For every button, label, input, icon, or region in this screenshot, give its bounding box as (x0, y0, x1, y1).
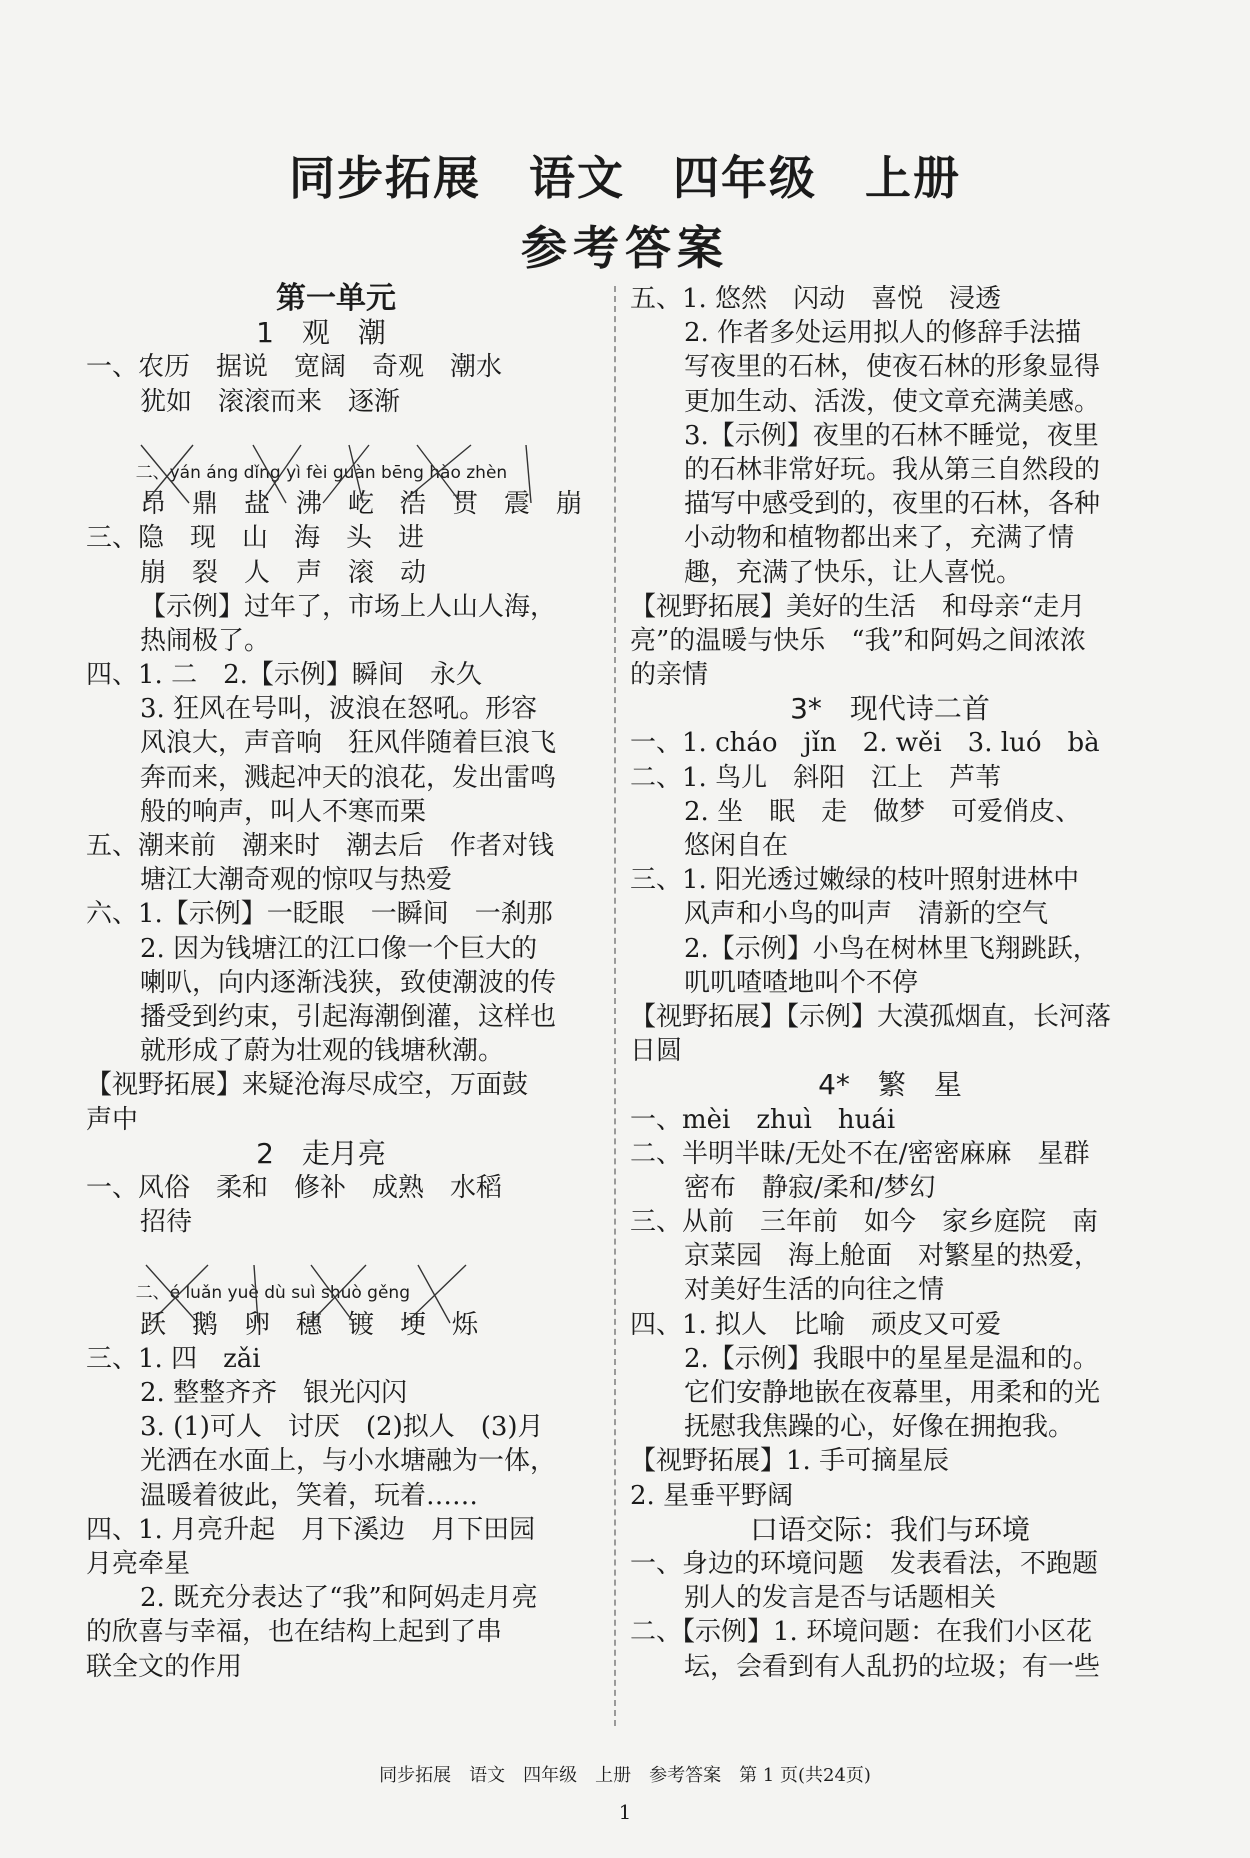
answer-line: 2. 星垂平野阔 (630, 1480, 794, 1511)
answer-line: 喇叭，向内逐渐浅狭，致使潮波的传 (140, 967, 557, 998)
answer-line: 写夜里的石林，使夜石林的形象显得 (684, 352, 1101, 383)
answer-line: 犹如 滚滚而来 逐渐 (140, 386, 401, 417)
right-column (630, 282, 1150, 1684)
answer-line: 奔而来，溅起冲天的浪花，发出雷鸣 (140, 762, 557, 793)
pinyin-row: 二、yán áng dǐng yì fèi guàn bēng hào zhèn (135, 462, 508, 483)
pinyin-match-block (86, 1239, 586, 1304)
character-row: 昂 鼎 盐 沸 屹 浩 贯 震 崩 (140, 489, 583, 520)
answer-line: 三、1. 四 zǎi (86, 1343, 261, 1374)
answer-line: 塘江大潮奇观的惊叹与热爱 (140, 865, 453, 896)
answer-line: 月亮牵星 (86, 1548, 191, 1579)
answer-line: 五、1. 悠然 闪动 喜悦 浸透 (630, 284, 1002, 314)
answer-line: 一、身边的环境问题 发表看法，不跑题 (630, 1548, 1099, 1579)
answer-line: 四、1. 二 2.【示例】瞬间 永久 (86, 660, 482, 691)
answer-line: 小动物和植物都出来了，充满了情 (684, 523, 1075, 554)
matching-lines (131, 441, 551, 521)
lesson-2-title: 2 走月亮 (256, 1136, 386, 1170)
lesson-1-title: 1 观 潮 (256, 316, 386, 350)
answer-line: 日圆 (630, 1036, 683, 1067)
answer-line: 三、隐 现 山 海 头 进 (86, 523, 425, 554)
answer-line: 【视野拓展】【示例】大漠孤烟直，长河落 (630, 1001, 1112, 1032)
answer-line: 抚慰我焦躁的心，好像在拥抱我。 (684, 1412, 1075, 1443)
answer-line: 一、mèi zhuì huái (630, 1104, 896, 1135)
answer-line: 就形成了蔚为壮观的钱塘秋潮。 (140, 1036, 505, 1067)
page-number: 1 (618, 1800, 632, 1824)
left-column (86, 282, 586, 1684)
answer-line: 三、1. 阳光透过嫩绿的枝叶照射进林中 (630, 865, 1080, 896)
answer-line: 光洒在水面上，与小水塘融为一体， (140, 1446, 557, 1477)
answer-line: 【视野拓展】来疑沧海尽成空，万面鼓 (86, 1070, 529, 1101)
page-footer: 同步拓展 语文 四年级 上册 参考答案 第 1 页(共24页) (379, 1765, 871, 1786)
answer-line: 更加生动、活泼，使文章充满美感。 (684, 386, 1101, 417)
answer-line: 悠闲自在 (684, 831, 789, 861)
answer-line: 3. 狂风在号叫，波浪在怒吼。形容 (140, 694, 538, 725)
lesson-4-title: 4* 繁 星 (818, 1068, 962, 1102)
answer-line: 描写中感受到的，夜里的石林，各种 (684, 489, 1101, 520)
answer-line: 密布 静寂/柔和/梦幻 (684, 1172, 936, 1203)
answer-line: 坛，会看到有人乱扔的垃圾；有一些 (684, 1651, 1101, 1682)
answer-line: 2. 整整齐齐 银光闪闪 (140, 1378, 408, 1408)
column-divider (614, 286, 616, 1726)
answer-line: 三、从前 三年前 如今 家乡庭院 南 (630, 1207, 1099, 1238)
answer-line: 2. 因为钱塘江的江口像一个巨大的 (140, 933, 538, 964)
answer-line: 别人的发言是否与话题相关 (684, 1583, 997, 1614)
answer-line: 的欣喜与幸福，也在结构上起到了串 (86, 1617, 503, 1648)
answer-line: 2.【示例】小鸟在树林里飞翔跳跃， (684, 933, 1099, 964)
answer-line: 风浪大，声音响 狂风伴随着巨浪飞 (140, 728, 557, 759)
answer-line: 3. (1)可人 讨厌 (2)拟人 (3)月 (140, 1412, 544, 1443)
answer-line: 2. 既充分表达了“我”和阿妈走月亮 (140, 1583, 538, 1614)
unit-heading: 第一单元 (276, 281, 396, 316)
character-row: 跃 鹅 卵 穗 镀 埂 烁 (140, 1309, 479, 1340)
answer-line: 亮”的温暖与快乐 “我”和阿妈之间浓浓 (630, 625, 1086, 656)
answer-line: 热闹极了。 (140, 625, 271, 656)
answer-line: 的石林非常好玩。我从第三自然段的 (684, 454, 1101, 485)
answer-line: 一、农历 据说 宽阔 奇观 潮水 (86, 352, 503, 383)
pinyin-match-block (86, 419, 586, 483)
answer-line: 的亲情 (630, 660, 709, 691)
matching-lines (136, 1261, 476, 1341)
answer-line: 二、半明半昧/无处不在/密密麻麻 星群 (630, 1138, 1090, 1169)
answer-line: 3.【示例】夜里的石林不睡觉，夜里 (684, 420, 1099, 451)
answer-line: 京菜园 海上舱面 对繁星的热爱， (684, 1241, 1101, 1272)
answer-line: 2. 坐 眠 走 做梦 可爱俏皮、 (684, 796, 1082, 827)
answer-line: 声中 (86, 1104, 139, 1135)
answer-line: 【示例】过年了，市场上人山人海， (140, 591, 557, 622)
answer-line: 二、1. 鸟儿 斜阳 江上 芦苇 (630, 762, 1002, 793)
answer-line: 般的响声，叫人不寒而栗 (140, 796, 427, 827)
answer-line: 二、【示例】1. 环境问题：在我们小区花 (630, 1617, 1093, 1648)
answer-line: 五、潮来前 潮来时 潮去后 作者对钱 (86, 831, 555, 861)
answer-line: 2.【示例】我眼中的星星是温和的。 (684, 1343, 1099, 1374)
answer-line: 叽叽喳喳地叫个不停 (684, 967, 919, 998)
answer-line: 六、1.【示例】一眨眼 一瞬间 一刹那 (86, 899, 553, 930)
answer-line: 四、1. 拟人 比喻 顽皮又可爱 (630, 1309, 1002, 1340)
answer-line: 联全文的作用 (86, 1651, 243, 1682)
page-title: 同步拓展 语文 四年级 上册 (289, 151, 961, 205)
page-subtitle: 参考答案 (521, 221, 729, 275)
answer-line: 它们安静地嵌在夜幕里，用柔和的光 (684, 1378, 1101, 1408)
answer-line: 风声和小鸟的叫声 清新的空气 (684, 899, 1049, 930)
answer-line: 对美好生活的向往之情 (684, 1275, 945, 1306)
oral-communication-title: 口语交际：我们与环境 (749, 1512, 1030, 1546)
answer-line: 四、1. 月亮升起 月下溪边 月下田园 (86, 1514, 536, 1545)
answer-line: 【视野拓展】美好的生活 和母亲“走月 (630, 591, 1086, 622)
answer-line: 【视野拓展】1. 手可摘星辰 (630, 1446, 950, 1477)
answer-line: 温暖着彼此，笑着，玩着…… (140, 1480, 479, 1511)
pinyin-row: 二、é luǎn yuè dù suì shuò gěng (135, 1283, 411, 1304)
answer-line: 一、风俗 柔和 修补 成熟 水稻 (86, 1172, 503, 1203)
lesson-3-title: 3* 现代诗二首 (790, 692, 990, 726)
answer-line: 2. 作者多处运用拟人的修辞手法描 (684, 318, 1082, 349)
answer-line: 播受到约束，引起海潮倒灌，这样也 (140, 1001, 557, 1032)
answer-line: 一、1. cháo jǐn 2. wěi 3. luó bà (630, 728, 1100, 759)
answer-line: 崩 裂 人 声 滚 动 (140, 557, 427, 588)
answer-line: 招待 (140, 1207, 193, 1238)
answer-line: 趣，充满了快乐，让人喜悦。 (684, 557, 1023, 588)
